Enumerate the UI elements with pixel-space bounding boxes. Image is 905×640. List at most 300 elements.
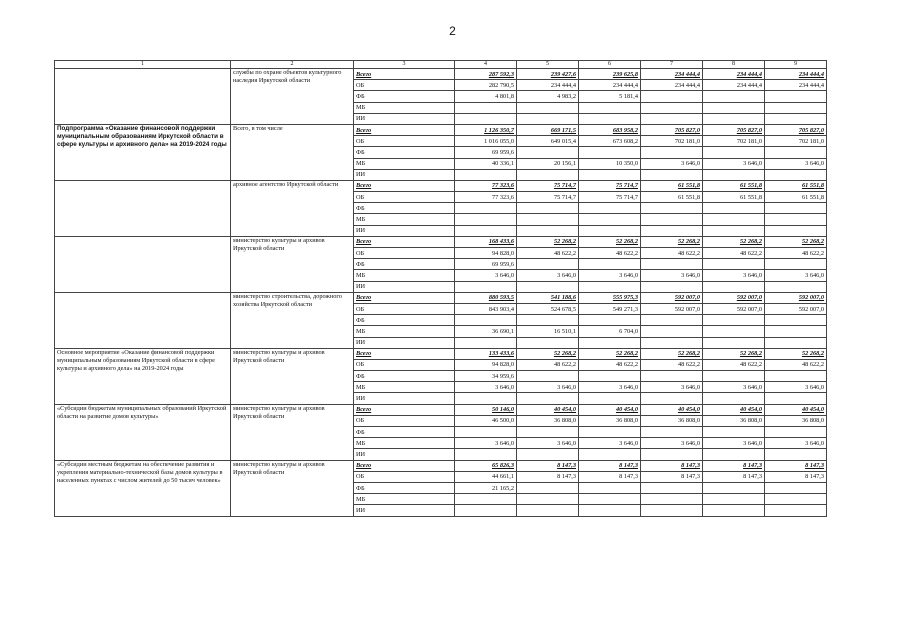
amount-cell: 3 646,0 xyxy=(455,270,517,281)
amount-cell: 239 625,8 xyxy=(579,69,641,80)
funding-source-cell: ИИ xyxy=(354,393,455,404)
amount-cell xyxy=(641,147,703,158)
funding-source-cell: Всего xyxy=(354,124,455,135)
amount-cell xyxy=(579,281,641,292)
amount-cell xyxy=(703,147,765,158)
amount-cell: 8 147,3 xyxy=(703,460,765,471)
funding-source-cell: ФБ xyxy=(354,482,455,493)
amount-cell: 3 646,0 xyxy=(579,382,641,393)
amount-cell xyxy=(455,505,517,516)
table-row xyxy=(55,460,827,471)
amount-cell xyxy=(641,259,703,270)
amount-cell xyxy=(517,259,579,270)
amount-cell xyxy=(517,315,579,326)
amount-cell xyxy=(641,169,703,180)
amount-cell: 3 646,0 xyxy=(641,158,703,169)
amount-cell: 48 622,2 xyxy=(641,359,703,370)
funding-source-cell: Всего xyxy=(354,69,455,80)
amount-cell: 3 646,0 xyxy=(703,270,765,281)
executor-cell: Всего, в том числе xyxy=(231,124,354,180)
amount-cell xyxy=(765,494,827,505)
table-header-row xyxy=(55,61,827,69)
amount-cell: 69 959,6 xyxy=(455,147,517,158)
amount-cell xyxy=(455,337,517,348)
amount-cell xyxy=(517,371,579,382)
amount-cell: 555 975,3 xyxy=(579,292,641,303)
funding-source-cell: ФБ xyxy=(354,427,455,438)
funding-source-cell: ИИ xyxy=(354,337,455,348)
amount-cell: 234 444,4 xyxy=(765,69,827,80)
amount-cell: 3 646,0 xyxy=(517,270,579,281)
amount-cell xyxy=(641,203,703,214)
amount-cell: 52 268,2 xyxy=(703,236,765,247)
amount-cell xyxy=(765,259,827,270)
table-row xyxy=(55,236,827,247)
funding-source-cell: МБ xyxy=(354,326,455,337)
amount-cell: 1 126 350,7 xyxy=(455,124,517,135)
amount-cell xyxy=(517,281,579,292)
funding-source-cell: ФБ xyxy=(354,315,455,326)
amount-cell xyxy=(455,102,517,113)
amount-cell: 52 268,2 xyxy=(517,236,579,247)
funding-source-cell: МБ xyxy=(354,382,455,393)
amount-cell xyxy=(703,371,765,382)
amount-cell: 234 444,4 xyxy=(579,80,641,91)
amount-cell xyxy=(455,113,517,124)
amount-cell xyxy=(455,203,517,214)
program-name-cell xyxy=(55,69,231,125)
amount-cell: 8 147,3 xyxy=(703,471,765,482)
amount-cell: 234 444,4 xyxy=(703,80,765,91)
amount-cell: 75 714,7 xyxy=(579,180,641,191)
column-number: 5 xyxy=(517,61,579,69)
amount-cell: 61 551,8 xyxy=(703,192,765,203)
amount-cell xyxy=(703,259,765,270)
amount-cell: 3 646,0 xyxy=(703,158,765,169)
amount-cell: 40 454,0 xyxy=(517,404,579,415)
amount-cell: 3 646,0 xyxy=(517,382,579,393)
amount-cell xyxy=(765,214,827,225)
amount-cell xyxy=(579,427,641,438)
amount-cell: 61 551,8 xyxy=(765,180,827,191)
column-number: 2 xyxy=(231,61,354,69)
column-number: 6 xyxy=(579,61,641,69)
amount-cell xyxy=(579,203,641,214)
amount-cell xyxy=(765,281,827,292)
funding-source-cell: ОБ xyxy=(354,359,455,370)
amount-cell: 36 808,0 xyxy=(703,415,765,426)
amount-cell xyxy=(641,315,703,326)
funding-source-cell: Всего xyxy=(354,292,455,303)
amount-cell: 36 808,0 xyxy=(579,415,641,426)
amount-cell xyxy=(765,102,827,113)
table-row xyxy=(55,404,827,415)
amount-cell: 702 181,0 xyxy=(641,136,703,147)
amount-cell xyxy=(703,315,765,326)
amount-cell xyxy=(765,449,827,460)
amount-cell xyxy=(455,494,517,505)
funding-source-cell: ОБ xyxy=(354,136,455,147)
amount-cell xyxy=(703,505,765,516)
amount-cell xyxy=(455,427,517,438)
amount-cell xyxy=(641,91,703,102)
amount-cell: 5 181,4 xyxy=(579,91,641,102)
amount-cell xyxy=(703,427,765,438)
funding-source-cell: ИИ xyxy=(354,449,455,460)
amount-cell: 16 510,1 xyxy=(517,326,579,337)
amount-cell: 48 622,2 xyxy=(579,248,641,259)
amount-cell: 52 268,2 xyxy=(579,348,641,359)
amount-cell: 549 271,3 xyxy=(579,303,641,314)
funding-source-cell: ОБ xyxy=(354,471,455,482)
amount-cell xyxy=(641,337,703,348)
amount-cell: 52 268,2 xyxy=(703,348,765,359)
amount-cell xyxy=(579,259,641,270)
amount-cell: 48 622,2 xyxy=(765,359,827,370)
amount-cell: 649 015,4 xyxy=(517,136,579,147)
amount-cell: 705 827,0 xyxy=(703,124,765,135)
amount-cell: 4 983,2 xyxy=(517,91,579,102)
amount-cell: 44 661,1 xyxy=(455,471,517,482)
funding-source-cell: ИИ xyxy=(354,505,455,516)
amount-cell: 48 622,2 xyxy=(703,359,765,370)
amount-cell: 65 826,3 xyxy=(455,460,517,471)
amount-cell xyxy=(455,393,517,404)
amount-cell: 702 181,0 xyxy=(703,136,765,147)
amount-cell: 40 454,0 xyxy=(703,404,765,415)
amount-cell: 592 007,0 xyxy=(703,292,765,303)
amount-cell xyxy=(641,494,703,505)
amount-cell xyxy=(703,337,765,348)
amount-cell: 77 323,6 xyxy=(455,192,517,203)
program-name-cell xyxy=(55,236,231,292)
amount-cell: 705 827,0 xyxy=(641,124,703,135)
amount-cell xyxy=(517,113,579,124)
executor-cell: министерство культуры и архивов Иркутской области xyxy=(231,236,354,292)
amount-cell: 133 433,6 xyxy=(455,348,517,359)
amount-cell xyxy=(455,225,517,236)
amount-cell: 3 646,0 xyxy=(455,438,517,449)
funding-source-cell: МБ xyxy=(354,158,455,169)
amount-cell: 52 268,2 xyxy=(517,348,579,359)
amount-cell xyxy=(641,393,703,404)
amount-cell xyxy=(703,214,765,225)
amount-cell: 3 646,0 xyxy=(641,382,703,393)
funding-source-cell: ИИ xyxy=(354,169,455,180)
amount-cell: 61 551,8 xyxy=(765,192,827,203)
amount-cell: 3 646,0 xyxy=(765,158,827,169)
amount-cell xyxy=(765,482,827,493)
amount-cell xyxy=(703,169,765,180)
amount-cell: 592 007,0 xyxy=(765,303,827,314)
amount-cell: 592 007,0 xyxy=(703,303,765,314)
funding-source-cell: Всего xyxy=(354,404,455,415)
executor-cell: службы по охране объектов культурного наследия Иркутской области xyxy=(231,69,354,125)
amount-cell xyxy=(703,102,765,113)
amount-cell xyxy=(579,494,641,505)
amount-cell xyxy=(641,371,703,382)
amount-cell: 705 827,0 xyxy=(765,124,827,135)
amount-cell: 52 268,2 xyxy=(641,236,703,247)
amount-cell xyxy=(765,326,827,337)
amount-cell xyxy=(765,225,827,236)
executor-cell: министерство культуры и архивов Иркутской области xyxy=(231,460,354,516)
amount-cell xyxy=(641,326,703,337)
amount-cell xyxy=(703,449,765,460)
amount-cell: 287 592,3 xyxy=(455,69,517,80)
funding-source-cell: ОБ xyxy=(354,80,455,91)
amount-cell xyxy=(765,315,827,326)
amount-cell: 75 714,7 xyxy=(517,192,579,203)
amount-cell xyxy=(579,505,641,516)
funding-source-cell: ОБ xyxy=(354,248,455,259)
amount-cell xyxy=(579,371,641,382)
amount-cell xyxy=(579,225,641,236)
amount-cell xyxy=(703,482,765,493)
amount-cell: 10 350,0 xyxy=(579,158,641,169)
amount-cell: 3 646,0 xyxy=(455,382,517,393)
amount-cell xyxy=(579,147,641,158)
funding-source-cell: ФБ xyxy=(354,259,455,270)
funding-source-cell: МБ xyxy=(354,102,455,113)
column-number: 3 xyxy=(354,61,455,69)
amount-cell xyxy=(641,449,703,460)
amount-cell xyxy=(703,393,765,404)
amount-cell xyxy=(517,147,579,158)
amount-cell: 94 828,0 xyxy=(455,359,517,370)
amount-cell xyxy=(455,315,517,326)
amount-cell xyxy=(455,281,517,292)
amount-cell: 21 165,2 xyxy=(455,482,517,493)
amount-cell xyxy=(641,102,703,113)
amount-cell xyxy=(455,214,517,225)
program-name-cell: Подпрограмма «Оказание финансовой поддержки муниципальным образованиям Иркутской области в сфере культуры и архивного дела» на 2019-2024 годы xyxy=(55,124,231,180)
amount-cell xyxy=(579,337,641,348)
amount-cell xyxy=(703,91,765,102)
amount-cell: 36 808,0 xyxy=(641,415,703,426)
amount-cell: 880 593,5 xyxy=(455,292,517,303)
amount-cell xyxy=(517,169,579,180)
amount-cell: 48 622,2 xyxy=(517,248,579,259)
amount-cell: 669 171,5 xyxy=(517,124,579,135)
funding-source-cell: МБ xyxy=(354,270,455,281)
amount-cell xyxy=(641,427,703,438)
amount-cell: 234 444,4 xyxy=(703,69,765,80)
amount-cell: 3 646,0 xyxy=(579,270,641,281)
amount-cell xyxy=(641,113,703,124)
amount-cell: 3 646,0 xyxy=(579,438,641,449)
amount-cell: 75 714,7 xyxy=(517,180,579,191)
amount-cell: 8 147,3 xyxy=(579,460,641,471)
column-number: 7 xyxy=(641,61,703,69)
amount-cell: 8 147,3 xyxy=(579,471,641,482)
table-row xyxy=(55,69,827,80)
amount-cell: 3 646,0 xyxy=(641,438,703,449)
amount-cell: 48 622,2 xyxy=(765,248,827,259)
funding-source-cell: Всего xyxy=(354,236,455,247)
amount-cell: 6 704,0 xyxy=(579,326,641,337)
amount-cell: 94 828,0 xyxy=(455,248,517,259)
amount-cell: 4 801,8 xyxy=(455,91,517,102)
amount-cell xyxy=(765,91,827,102)
funding-source-cell: ИИ xyxy=(354,113,455,124)
amount-cell xyxy=(579,315,641,326)
funding-source-cell: ФБ xyxy=(354,203,455,214)
amount-cell: 40 336,1 xyxy=(455,158,517,169)
column-number: 4 xyxy=(455,61,517,69)
amount-cell xyxy=(579,214,641,225)
amount-cell xyxy=(517,225,579,236)
amount-cell: 168 433,6 xyxy=(455,236,517,247)
amount-cell: 843 903,4 xyxy=(455,303,517,314)
table-row xyxy=(55,180,827,191)
amount-cell: 3 646,0 xyxy=(765,438,827,449)
amount-cell: 8 147,3 xyxy=(517,460,579,471)
amount-cell: 282 790,5 xyxy=(455,80,517,91)
amount-cell: 3 646,0 xyxy=(517,438,579,449)
amount-cell: 8 147,3 xyxy=(765,471,827,482)
funding-source-cell: Всего xyxy=(354,460,455,471)
funding-source-cell: МБ xyxy=(354,438,455,449)
amount-cell xyxy=(517,214,579,225)
page-number: 2 xyxy=(449,24,456,38)
amount-cell xyxy=(703,203,765,214)
budget-table xyxy=(54,60,827,517)
amount-cell: 3 646,0 xyxy=(765,270,827,281)
amount-cell xyxy=(517,393,579,404)
amount-cell xyxy=(765,505,827,516)
amount-cell xyxy=(455,449,517,460)
table-row xyxy=(55,348,827,359)
amount-cell xyxy=(579,393,641,404)
amount-cell: 52 268,2 xyxy=(641,348,703,359)
amount-cell: 8 147,3 xyxy=(517,471,579,482)
amount-cell: 48 622,2 xyxy=(641,248,703,259)
amount-cell: 592 007,0 xyxy=(765,292,827,303)
amount-cell xyxy=(579,102,641,113)
amount-cell: 3 646,0 xyxy=(703,382,765,393)
amount-cell xyxy=(517,427,579,438)
amount-cell xyxy=(579,449,641,460)
amount-cell xyxy=(641,281,703,292)
amount-cell: 36 690,1 xyxy=(455,326,517,337)
amount-cell xyxy=(517,505,579,516)
amount-cell xyxy=(765,427,827,438)
amount-cell: 77 323,6 xyxy=(455,180,517,191)
amount-cell: 40 454,0 xyxy=(579,404,641,415)
amount-cell xyxy=(765,169,827,180)
amount-cell xyxy=(641,214,703,225)
amount-cell: 234 444,4 xyxy=(765,80,827,91)
amount-cell: 3 646,0 xyxy=(765,382,827,393)
funding-source-cell: ИИ xyxy=(354,281,455,292)
amount-cell: 3 646,0 xyxy=(703,438,765,449)
amount-cell: 61 551,8 xyxy=(641,180,703,191)
amount-cell: 683 958,2 xyxy=(579,124,641,135)
funding-source-cell: МБ xyxy=(354,494,455,505)
amount-cell: 234 444,4 xyxy=(517,80,579,91)
amount-cell xyxy=(765,113,827,124)
amount-cell xyxy=(517,337,579,348)
column-number: 1 xyxy=(55,61,231,69)
amount-cell: 234 444,4 xyxy=(641,80,703,91)
amount-cell xyxy=(641,225,703,236)
amount-cell: 234 444,4 xyxy=(641,69,703,80)
amount-cell: 3 646,0 xyxy=(641,270,703,281)
amount-cell: 40 454,0 xyxy=(765,404,827,415)
program-name-cell xyxy=(55,292,231,348)
amount-cell xyxy=(517,482,579,493)
amount-cell xyxy=(703,225,765,236)
executor-cell: министерство культуры и архивов Иркутской области xyxy=(231,404,354,460)
amount-cell: 40 454,0 xyxy=(641,404,703,415)
amount-cell xyxy=(517,494,579,505)
amount-cell: 592 007,0 xyxy=(641,303,703,314)
table-row xyxy=(55,124,827,135)
amount-cell: 48 622,2 xyxy=(517,359,579,370)
amount-cell xyxy=(703,113,765,124)
amount-cell: 541 188,6 xyxy=(517,292,579,303)
program-name-cell: «Субсидии бюджетам муниципальных образований Иркутской области на развитие домов культуры» xyxy=(55,404,231,460)
amount-cell xyxy=(579,169,641,180)
amount-cell xyxy=(517,203,579,214)
amount-cell: 61 551,8 xyxy=(703,180,765,191)
amount-cell: 48 622,2 xyxy=(579,359,641,370)
column-number: 9 xyxy=(765,61,827,69)
funding-source-cell: ФБ xyxy=(354,147,455,158)
funding-source-cell: ОБ xyxy=(354,415,455,426)
amount-cell: 8 147,3 xyxy=(765,460,827,471)
amount-cell xyxy=(517,102,579,113)
amount-cell: 8 147,3 xyxy=(641,460,703,471)
amount-cell xyxy=(641,505,703,516)
amount-cell: 20 156,1 xyxy=(517,158,579,169)
amount-cell xyxy=(703,326,765,337)
amount-cell xyxy=(765,337,827,348)
executor-cell: министерство культуры и архивов Иркутской области xyxy=(231,348,354,404)
amount-cell xyxy=(703,281,765,292)
amount-cell: 75 714,7 xyxy=(579,192,641,203)
amount-cell: 50 146,0 xyxy=(455,404,517,415)
amount-cell xyxy=(517,449,579,460)
amount-cell xyxy=(765,393,827,404)
table-row xyxy=(55,292,827,303)
amount-cell xyxy=(641,482,703,493)
amount-cell: 592 007,0 xyxy=(641,292,703,303)
amount-cell: 36 808,0 xyxy=(765,415,827,426)
program-name-cell xyxy=(55,180,231,236)
amount-cell: 52 268,2 xyxy=(765,348,827,359)
amount-cell: 702 181,0 xyxy=(765,136,827,147)
amount-cell: 239 427,6 xyxy=(517,69,579,80)
funding-source-cell: ОБ xyxy=(354,192,455,203)
amount-cell: 46 500,0 xyxy=(455,415,517,426)
column-number: 8 xyxy=(703,61,765,69)
amount-cell xyxy=(765,371,827,382)
funding-source-cell: Всего xyxy=(354,180,455,191)
funding-source-cell: ФБ xyxy=(354,371,455,382)
amount-cell: 36 808,0 xyxy=(517,415,579,426)
amount-cell: 52 268,2 xyxy=(579,236,641,247)
amount-cell: 61 551,8 xyxy=(641,192,703,203)
amount-cell xyxy=(765,203,827,214)
amount-cell xyxy=(579,113,641,124)
amount-cell: 8 147,3 xyxy=(641,471,703,482)
amount-cell: 673 608,2 xyxy=(579,136,641,147)
amount-cell xyxy=(579,482,641,493)
amount-cell: 69 959,6 xyxy=(455,259,517,270)
funding-source-cell: ОБ xyxy=(354,303,455,314)
